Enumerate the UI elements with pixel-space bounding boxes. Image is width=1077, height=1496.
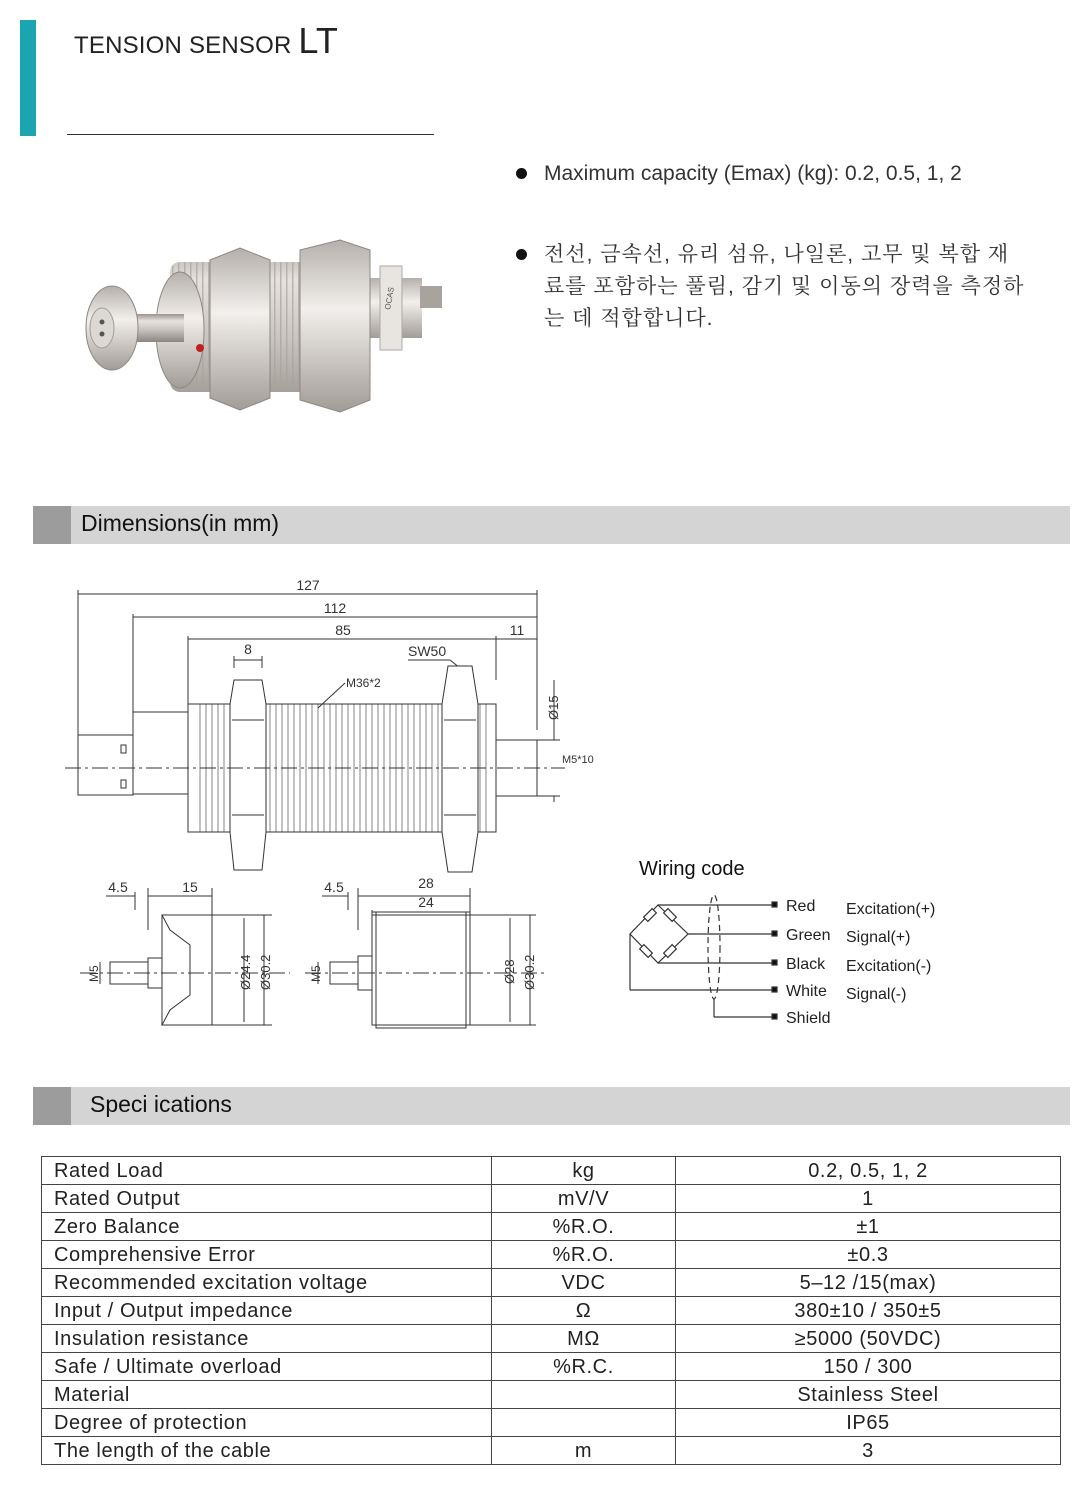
spec-value: ±0.3 [676, 1241, 1061, 1269]
red-dot [196, 344, 204, 352]
wiring-diagram [620, 850, 980, 1040]
dim-right-a: 4.5 [324, 879, 344, 895]
dim-thread: M36*2 [346, 676, 381, 690]
wire-signal-signal-pos: Signal(+) [846, 929, 911, 946]
sleeve-label: OCAS [383, 286, 396, 311]
dim-left-a: 4.5 [108, 879, 128, 895]
dim-nut-sw: SW50 [408, 643, 447, 659]
rear-nut [300, 240, 370, 412]
spec-value: ≥5000 (50VDC) [676, 1325, 1061, 1353]
spec-unit: m [492, 1437, 676, 1465]
spec-unit: VDC [492, 1269, 676, 1297]
wire-signal-excitation-pos: Excitation(+) [846, 901, 936, 918]
dim-right-m: M5 [309, 965, 323, 982]
spec-value: 1 [676, 1185, 1061, 1213]
spec-unit [492, 1381, 676, 1409]
dim-overall: 127 [296, 577, 320, 593]
feature-application [516, 239, 1026, 335]
spec-value: 0.2, 0.5, 1, 2 [676, 1157, 1061, 1185]
spec-value: 380±10 / 350±5 [676, 1297, 1061, 1325]
table-row [42, 1437, 1061, 1465]
dim-tail-thread: M5*10 [562, 754, 594, 766]
spec-unit: kg [492, 1157, 676, 1185]
dim-left-d2: Ø30.2 [258, 954, 273, 990]
table-row [42, 1157, 1061, 1185]
table-row [42, 1269, 1061, 1297]
spec-item: Rated Output [42, 1185, 492, 1213]
spec-unit: Ω [492, 1297, 676, 1325]
title-rule [67, 134, 434, 135]
wire-color-red: Red [786, 898, 816, 915]
table-row [42, 1325, 1061, 1353]
spec-value: 150 / 300 [676, 1353, 1061, 1381]
wiring-title: Wiring code [639, 858, 745, 880]
spec-unit: mV/V [492, 1185, 676, 1213]
table-row [42, 1297, 1061, 1325]
section-title: Speci ications [90, 1091, 232, 1117]
feature-text: 전선, 금속선, 유리 섬유, 나일론, 고무 및 복합 재료를 포함하는 풀림, 감기 및 이동의 장력을 측정하는 데 적합합니다. [544, 243, 1025, 330]
table-row [42, 1409, 1061, 1437]
dim-left-d1: Ø24.4 [238, 954, 253, 990]
section-header-specifications [33, 1087, 1070, 1125]
pulley-hole [100, 332, 105, 337]
table-row [42, 1213, 1061, 1241]
bullet-dot [516, 249, 527, 260]
spec-unit: %R.O. [492, 1213, 676, 1241]
wire-color-white: White [786, 983, 827, 1000]
spec-item: Zero Balance [42, 1213, 492, 1241]
feature-capacity [516, 158, 1026, 190]
bullet-dot [516, 168, 527, 179]
wire-color-green: Green [786, 927, 831, 944]
pulley-hub [90, 308, 114, 348]
front-nut [210, 248, 270, 410]
specifications-table [41, 1156, 1061, 1465]
spec-value: 3 [676, 1437, 1061, 1465]
dim-right-b: 28 [418, 875, 434, 891]
spec-value: Stainless Steel [676, 1381, 1061, 1409]
section-tab [33, 506, 71, 544]
dim-tail-dia: Ø15 [546, 695, 561, 720]
section-tab [33, 1087, 71, 1125]
pulley-hole [100, 320, 105, 325]
spec-value: ±1 [676, 1213, 1061, 1241]
spec-value: IP65 [676, 1409, 1061, 1437]
wire-color-black: Black [786, 956, 826, 973]
spec-unit [492, 1409, 676, 1437]
dim-tail: 11 [509, 622, 525, 638]
tail-stud [420, 286, 442, 308]
dim-right-c: 24 [418, 894, 434, 910]
dim-nut-width: 8 [244, 641, 252, 657]
section-header-dimensions [33, 506, 1070, 544]
spec-unit: MΩ [492, 1325, 676, 1353]
spec-unit: %R.C. [492, 1353, 676, 1381]
spec-item: Comprehensive Error [42, 1241, 492, 1269]
feature-text: Maximum capacity (Emax) (kg): 0.2, 0.5, 1, 2 [544, 162, 962, 185]
spec-item: Degree of protection [42, 1409, 492, 1437]
spec-item: Recommended excitation voltage [42, 1269, 492, 1297]
dim-left-m: M5 [87, 965, 101, 982]
dimension-drawing [40, 570, 620, 1040]
title-model: LT [298, 20, 339, 61]
title-prefix: TENSION SENSOR [74, 32, 292, 59]
spec-item: Rated Load [42, 1157, 492, 1185]
table-row [42, 1381, 1061, 1409]
product-image [70, 230, 470, 430]
section-title: Dimensions(in mm) [81, 510, 280, 536]
spec-item: Input / Output impedance [42, 1297, 492, 1325]
table-row [42, 1241, 1061, 1269]
spec-item: Insulation resistance [42, 1325, 492, 1353]
wire-color-shield: Shield [786, 1010, 831, 1027]
dim-right-d2: Ø30.2 [522, 954, 537, 990]
spec-item: Material [42, 1381, 492, 1409]
spec-value: 5–12 /15(max) [676, 1269, 1061, 1297]
dim-body: 112 [323, 600, 347, 616]
wire-signal-excitation-neg: Excitation(-) [846, 958, 932, 975]
page-title [74, 20, 338, 62]
dim-right-d1: Ø28 [502, 959, 517, 984]
spec-unit: %R.O. [492, 1241, 676, 1269]
spec-item: Safe / Ultimate overload [42, 1353, 492, 1381]
accent-bar [20, 20, 36, 136]
dim-thread-length: 85 [335, 622, 351, 638]
table-row [42, 1353, 1061, 1381]
dim-left-b: 15 [182, 879, 198, 895]
table-row [42, 1185, 1061, 1213]
spec-item: The length of the cable [42, 1437, 492, 1465]
wire-signal-signal-neg: Signal(-) [846, 986, 907, 1003]
